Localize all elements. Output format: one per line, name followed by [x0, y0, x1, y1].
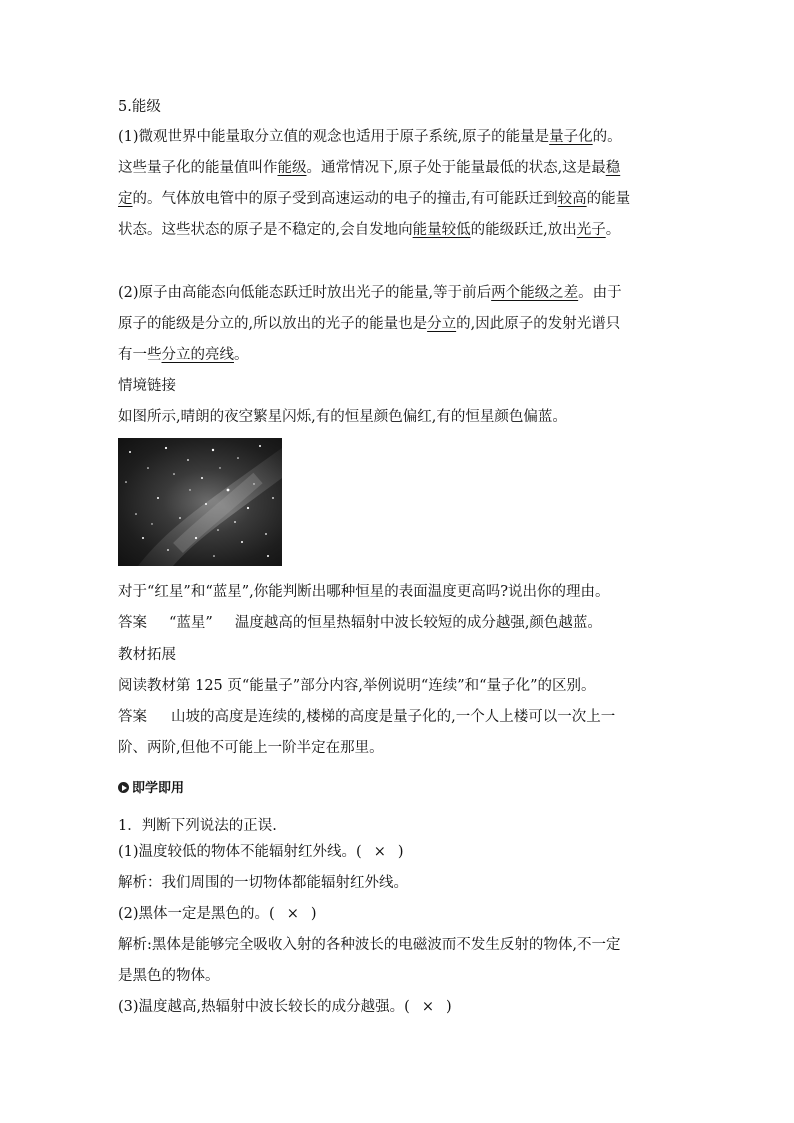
text: 的。气体放电管中的原子受到高速运动的电子的撞击,有可能跃迁到: [132, 191, 558, 207]
answer-underline: 定: [118, 191, 133, 207]
text: (1)微观世界中能量取分立值的观念也适用于原子系统,原子的能量是: [118, 129, 550, 145]
text: 的。: [592, 129, 622, 145]
explanation-1: 解析：我们周围的一切物体都能辐射红外线。: [118, 875, 408, 891]
text: 有一些: [118, 347, 162, 363]
paragraph-2-line-3: [118, 345, 249, 365]
practice-title-text: 即学即用: [132, 781, 185, 796]
scenario-answer: [118, 613, 602, 633]
answer-underline: 量子化: [549, 129, 593, 145]
answer-underline: 能级: [277, 160, 307, 176]
text: 。由于: [578, 285, 622, 301]
answer-text: 山坡的高度是连续的,楼梯的高度是量子化的,一个人上楼可以一次上一: [171, 709, 616, 725]
text: 的,因此原子的发射光谱只: [456, 316, 621, 332]
bracket: ): [310, 906, 317, 922]
answer-underline: 光子: [576, 222, 606, 238]
judgement-mark: ×: [373, 844, 386, 860]
judgement-mark: ×: [421, 999, 434, 1015]
statement-1: [118, 842, 404, 862]
answer-underline: 两个能级之差: [491, 285, 579, 301]
night-sky-photo: [118, 438, 282, 566]
bracket: ): [397, 844, 404, 860]
answer-label: 答案: [118, 615, 147, 631]
text: 。: [234, 347, 249, 363]
explanation-2-line-1: 解析:黑体是能够完全吸收入射的各种波长的电磁波而不发生反射的物体,不一定: [118, 937, 621, 953]
paragraph-1-line-1: [118, 127, 622, 147]
text: 。: [605, 222, 621, 238]
textbook-answer-line-2: 阶、两阶,但他不可能上一阶半定在那里。: [118, 740, 384, 756]
play-circle-icon: [118, 782, 129, 793]
practice-title: [118, 779, 184, 799]
bracket: ): [445, 999, 452, 1015]
text: (2)原子由高能态向低能态跃迁时放出光子的能量,等于前后: [118, 285, 492, 301]
answer-reason: 温度越高的恒星热辐射中波长较短的成分越强,颜色越蓝。: [234, 615, 602, 631]
textbook-text: 阅读教材第 125 页“能量子”部分内容,举例说明“连续”和“量子化”的区别。: [118, 678, 596, 694]
scenario-question: 对于“红星”和“蓝星”,你能判断出哪种恒星的表面温度更高吗?说出你的理由。: [118, 584, 610, 600]
paragraph-2-line-1: [118, 283, 622, 303]
paragraph-1-line-4: [118, 220, 620, 240]
practice-question-1: 1．判断下列说法的正误.: [118, 818, 277, 834]
section-heading: 5.能级: [118, 99, 161, 115]
answer-underline: 能量较低: [412, 222, 471, 238]
statement-text: (3)温度越高,热辐射中波长较长的成分越强。(: [118, 999, 410, 1015]
answer-underline: 分立: [427, 316, 457, 332]
scenario-title: 情境链接: [118, 378, 176, 394]
statement-3: [118, 997, 452, 1017]
text: 这些量子化的能量值叫作: [118, 160, 278, 176]
text: 状态。这些状态的原子是不稳定的,会自发地向: [118, 222, 413, 238]
answer-underline: 较高: [557, 191, 587, 207]
paragraph-1-line-3: [118, 189, 630, 209]
statement-text: (1)温度较低的物体不能辐射红外线。(: [118, 844, 362, 860]
statement-2: [118, 904, 317, 924]
scenario-text: 如图所示,晴朗的夜空繁星闪烁,有的恒星颜色偏红,有的恒星颜色偏蓝。: [118, 409, 567, 425]
paragraph-1-line-2: [118, 158, 620, 178]
textbook-answer: [118, 707, 615, 727]
answer-underline: 稳: [605, 160, 621, 176]
starfield-image: [118, 438, 282, 566]
text: 的能级跃迁,放出: [470, 222, 577, 238]
answer-underline: 分立的亮线: [161, 347, 234, 363]
paragraph-2-line-2: [118, 314, 620, 334]
answer-label: 答案: [118, 709, 147, 725]
text: 。通常情况下,原子处于能量最低的状态,这是最: [306, 160, 606, 176]
explanation-2-line-2: 是黑色的物体。: [118, 968, 220, 984]
answer-value: “蓝星”: [169, 615, 213, 631]
statement-text: (2)黑体一定是黑色的。(: [118, 906, 275, 922]
text: 的能量: [586, 191, 631, 207]
textbook-title: 教材拓展: [118, 647, 176, 663]
text: 原子的能级是分立的,所以放出的光子的能量也是: [118, 316, 428, 332]
judgement-mark: ×: [286, 906, 299, 922]
